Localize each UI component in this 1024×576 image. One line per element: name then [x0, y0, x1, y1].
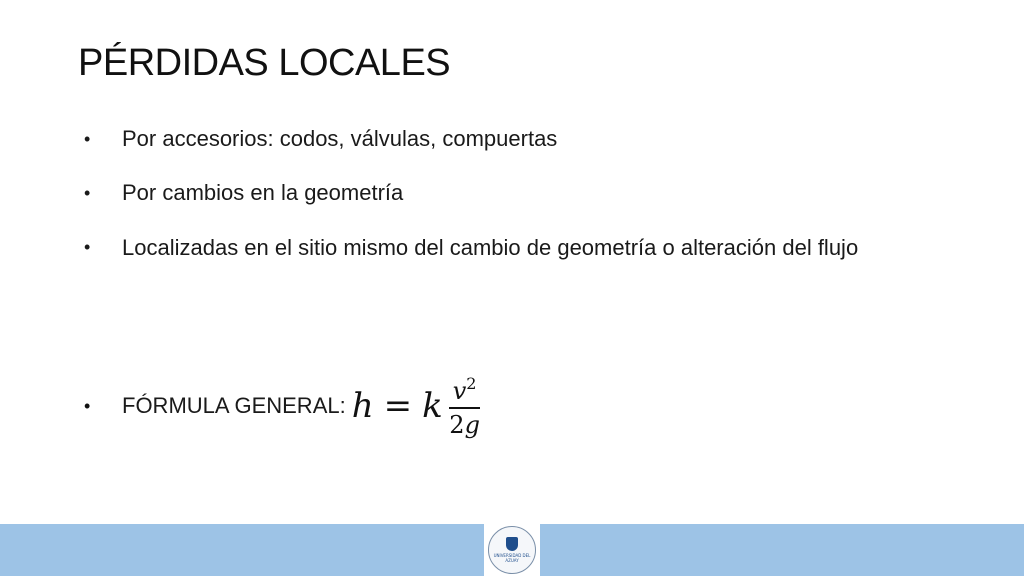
bullet-icon: •: [84, 183, 91, 203]
bullet-item-localizadas: [84, 220, 994, 276]
bullet-item-geometria: [84, 166, 994, 220]
slide-title: PÉRDIDAS LOCALES: [78, 42, 451, 84]
shield-icon: [506, 537, 518, 551]
bullet-icon: •: [84, 237, 91, 257]
bullet-list: [84, 112, 994, 276]
denominator-coef: 2: [449, 410, 465, 439]
formula-fraction: [449, 374, 481, 439]
denominator-var: g: [464, 410, 480, 439]
formula-lhs: h: [351, 386, 374, 426]
university-seal-icon: [488, 526, 536, 574]
formula-label: FÓRMULA GENERAL:: [122, 393, 346, 418]
bullet-item-accesorios: [84, 112, 994, 166]
formula-coefficient: k: [422, 386, 443, 426]
bullet-text: Localizadas en el sitio mismo del cambio de geometría o alteración del flujo: [122, 235, 859, 260]
bullet-text: Por cambios en la geometría: [122, 180, 404, 205]
numerator-var: v: [452, 376, 467, 405]
formula-denominator: [449, 409, 480, 439]
university-logo: [484, 524, 540, 576]
logo-text-line-1: UNIVERSIDAD DEL: [493, 553, 531, 558]
formula-numerator: [449, 374, 481, 409]
bullet-text: Por accesorios: codos, válvulas, compuertas: [122, 126, 558, 151]
bullet-icon: •: [84, 129, 91, 149]
logo-text-line-2: AZUAY: [505, 558, 519, 563]
numerator-exp: 2: [466, 373, 477, 393]
formula-bullet: [84, 356, 480, 456]
formula-expression: [352, 374, 481, 439]
bullet-icon: •: [84, 395, 91, 416]
formula-equals: =: [383, 386, 413, 426]
